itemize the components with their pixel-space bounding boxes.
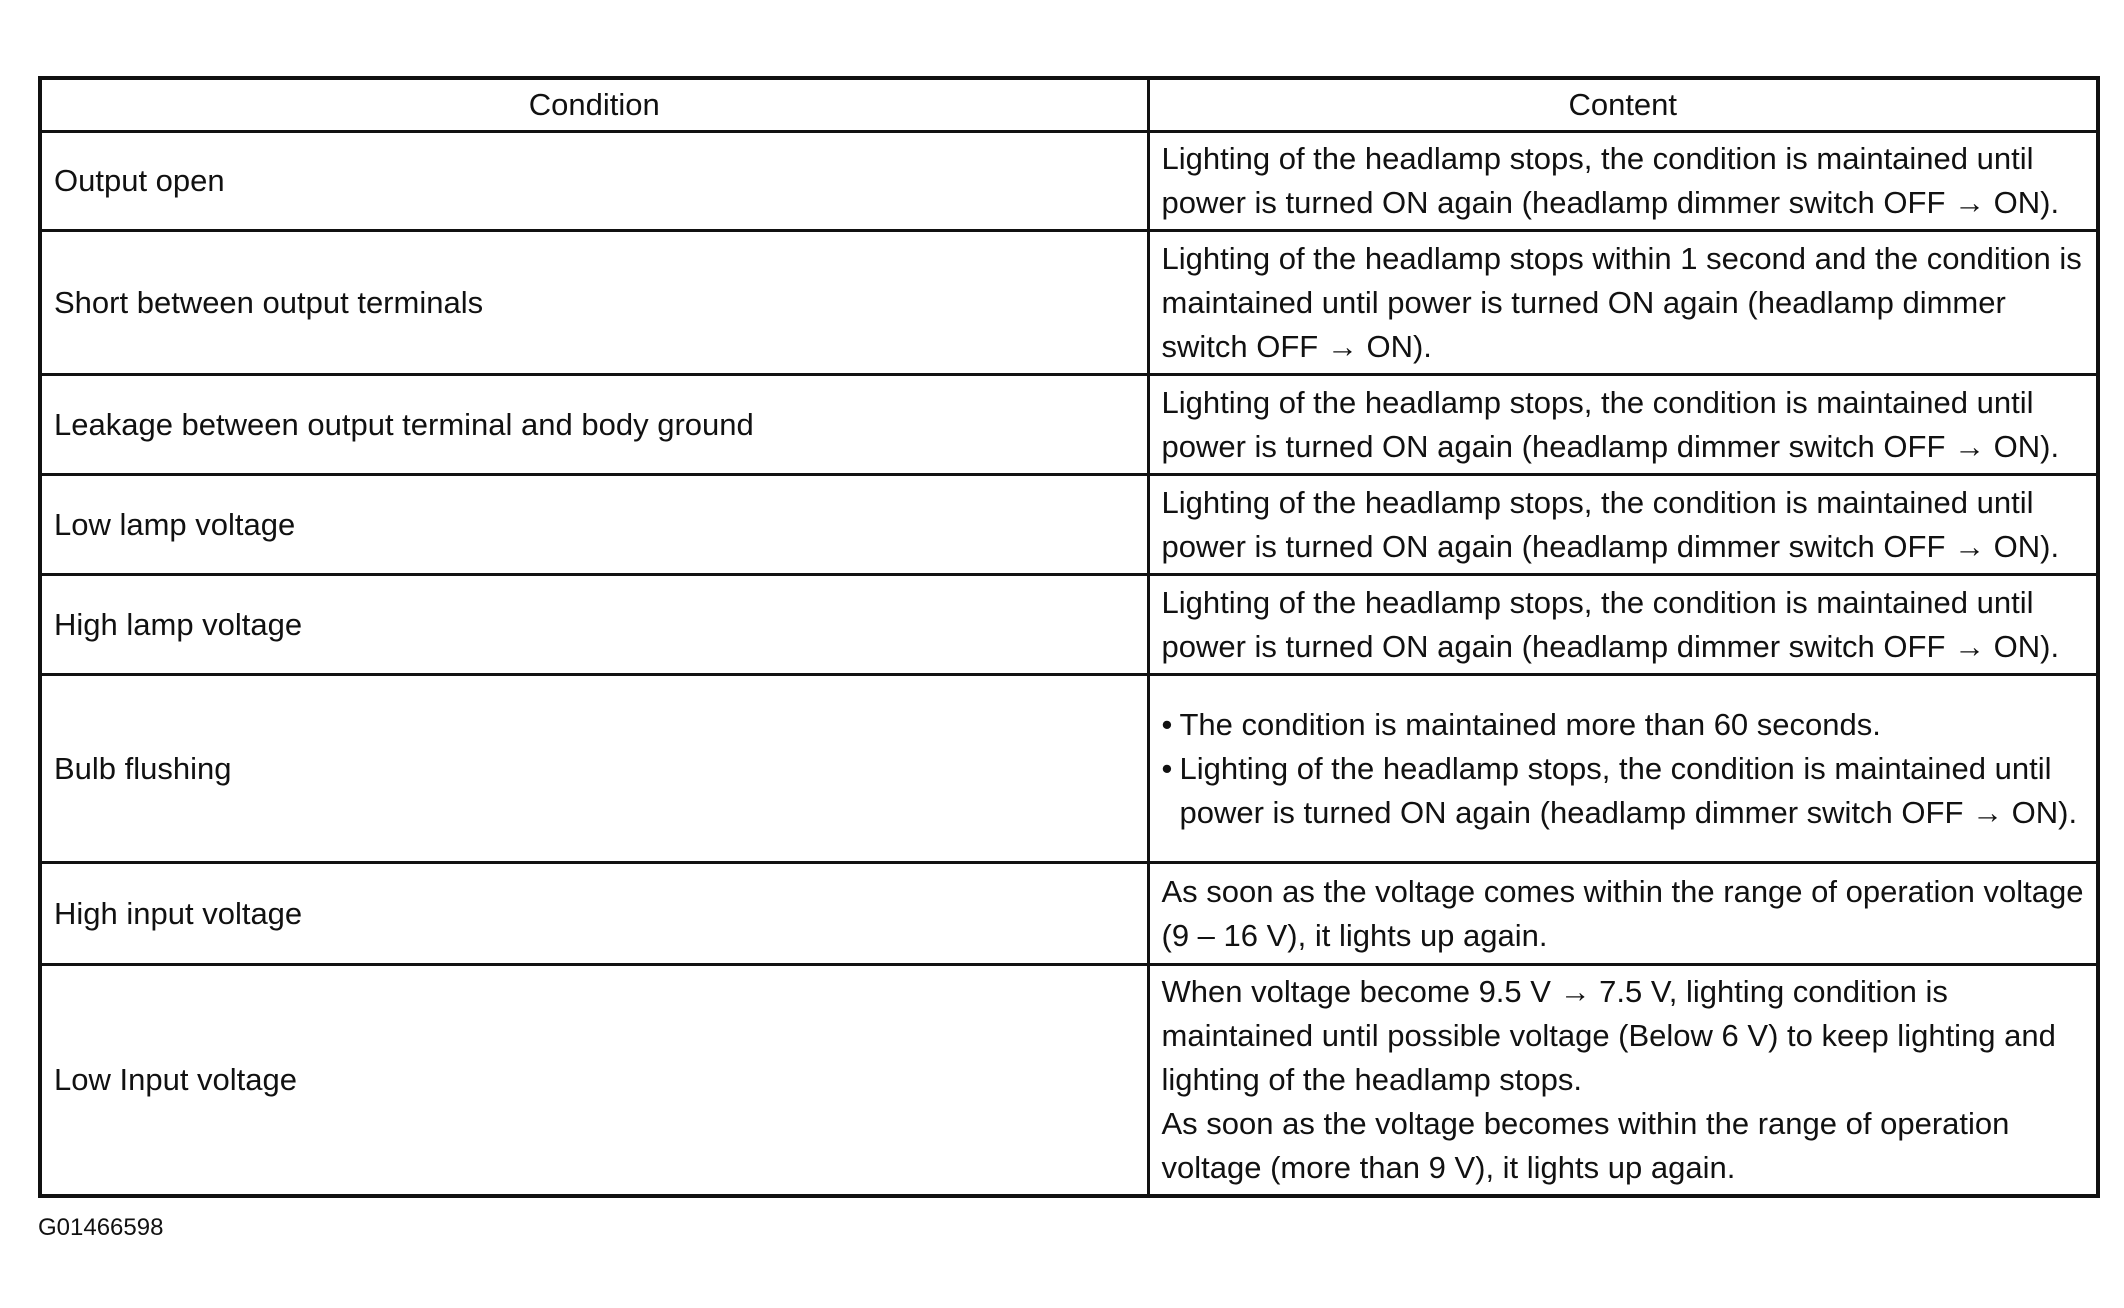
content-cell: Lighting of the headlamp stops, the condition is maintained until power is turned ON again (headlamp dimmer switch OFF → ON). [1148,132,2098,231]
content-cell [1148,675,2098,863]
content-paragraph: As soon as the voltage becomes within the range of operation voltage (more than 9 V), it lights up again. [1161,1106,2010,1185]
condition-cell: Leakage between output terminal and body ground [40,375,1148,475]
bullet-item: • The condition is maintained more than 60 seconds. [1162,703,2085,747]
table-row [40,231,2098,375]
condition-cell: High input voltage [40,863,1148,965]
content-paragraph: When voltage become 9.5 V → 7.5 V, lighting condition is maintained until possible voltage (Below 6 V) to keep lighting and lighting of the headlamp stops. [1161,974,2056,1097]
bullet-item: • Lighting of the headlamp stops, the condition is maintained until power is turned ON again (headlamp dimmer switch OFF → ON). [1162,747,2085,835]
column-header-condition: Condition [40,78,1148,132]
table-row [40,132,2098,231]
condition-cell: High lamp voltage [40,575,1148,675]
content-cell: Lighting of the headlamp stops, the condition is maintained until power is turned ON again (headlamp dimmer switch OFF → ON). [1148,375,2098,475]
content-cell: As soon as the voltage comes within the range of operation voltage (9 – 16 V), it lights up again. [1148,863,2098,965]
content-cell: Lighting of the headlamp stops, the condition is maintained until power is turned ON again (headlamp dimmer switch OFF → ON). [1148,475,2098,575]
condition-cell: Low Input voltage [40,965,1148,1197]
condition-cell: Low lamp voltage [40,475,1148,575]
figure-id: G01466598 [38,1214,164,1241]
content-cell [1148,965,2098,1197]
condition-cell: Output open [40,132,1148,231]
bullet-list [1162,703,2085,835]
conditions-table [38,76,2100,1198]
table-row [40,863,2098,965]
table-row [40,965,2098,1197]
content-cell: Lighting of the headlamp stops within 1 second and the condition is maintained until power is turned ON again (headlamp dimmer switch OFF → ON). [1148,231,2098,375]
condition-cell: Bulb flushing [40,675,1148,863]
table-row [40,575,2098,675]
table-row [40,375,2098,475]
table-row [40,475,2098,575]
table-row [40,675,2098,863]
column-header-content: Content [1148,78,2098,132]
table-header-row [40,78,2098,132]
content-cell: Lighting of the headlamp stops, the condition is maintained until power is turned ON again (headlamp dimmer switch OFF → ON). [1148,575,2098,675]
condition-cell: Short between output terminals [40,231,1148,375]
